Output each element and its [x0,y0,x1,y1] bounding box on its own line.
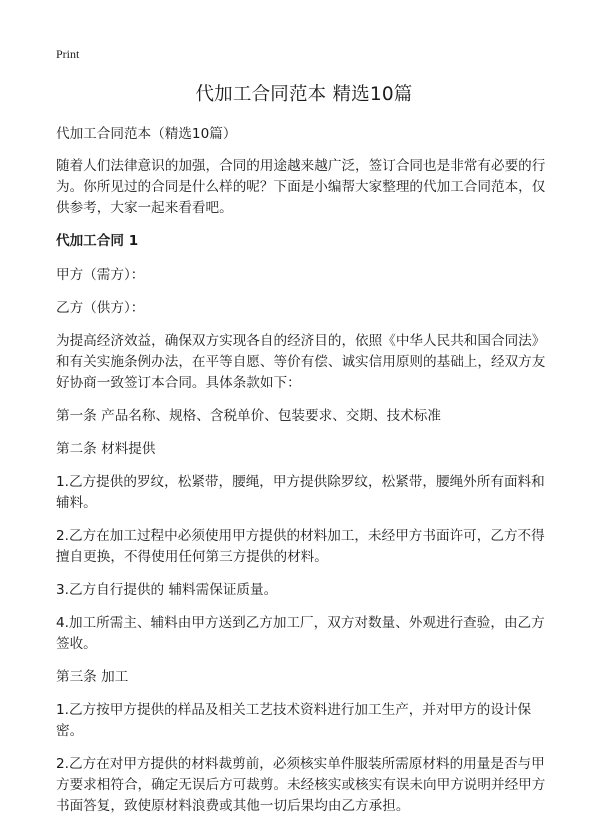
article-3-item-1: 1.乙方按甲方提供的样品及相关工艺技术资料进行加工生产，并对甲方的设计保密。 [56,702,532,739]
article-2-item-1: 1.乙方提供的罗纹，松紧带，腰绳，甲方提供除罗纹，松紧带，腰绳外所有面料和辅料。 [56,474,545,511]
preamble-paragraph: 为提高经济效益，确保双方实现各自的经济目的，依照《中华人民共和国合同法》和有关实施条例办法，在平等自愿、等价有偿、诚实信用原则的基础上，经双方友好协商一致签订本合同。具体条款如下： [56,333,546,391]
article-2-item-4: 4.加工所需主、辅料由甲方送到乙方加工厂，双方对数量、外观进行查验，由乙方签收。 [56,615,545,652]
article-1-heading: 第一条 产品名称、规格、含税单价、包装要求、交期、技术标准 [56,408,441,424]
article-2-heading: 第二条 材料提供 [56,441,156,457]
article-2-item-2: 2.乙方在加工过程中必须使用甲方提供的材料加工，未经甲方书面许可，乙方不得擅自更换，不得使用任何第三方提供的材料。 [56,528,545,565]
party-b-line: 乙方（供方）： [56,300,145,316]
document-title: 代加工合同范本 精选10篇 [195,84,413,105]
document-subtitle: 代加工合同范本（精选10篇） [56,126,237,142]
section-heading: 代加工合同 1 [56,233,139,249]
print-link[interactable]: Print [56,47,80,61]
article-3-item-2: 2.乙方在对甲方提供的材料裁剪前，必须核实单件服装所需原材料的用量是否与甲方要求相符合，确定无误后方可裁剪。未经核实或核实有误未向甲方说明并经甲方书面答复，致使原材料浪费或其他一切后果均由乙方承担。 [56,756,546,814]
document-page [56,80,552,829]
article-3-heading: 第三条 加工 [56,669,129,685]
article-2-item-3: 3.乙方自行提供的 辅料需保证质量。 [56,582,278,598]
intro-paragraph: 随着人们法律意识的加强，合同的用途越来越广泛，签订合同也是非常有必要的行为。你所见过的合同是什么样的呢？下面是小编帮大家整理的代加工合同范本，仅供参考，大家一起来看看吧。 [56,158,546,216]
party-a-line: 甲方（需方）： [56,267,145,283]
